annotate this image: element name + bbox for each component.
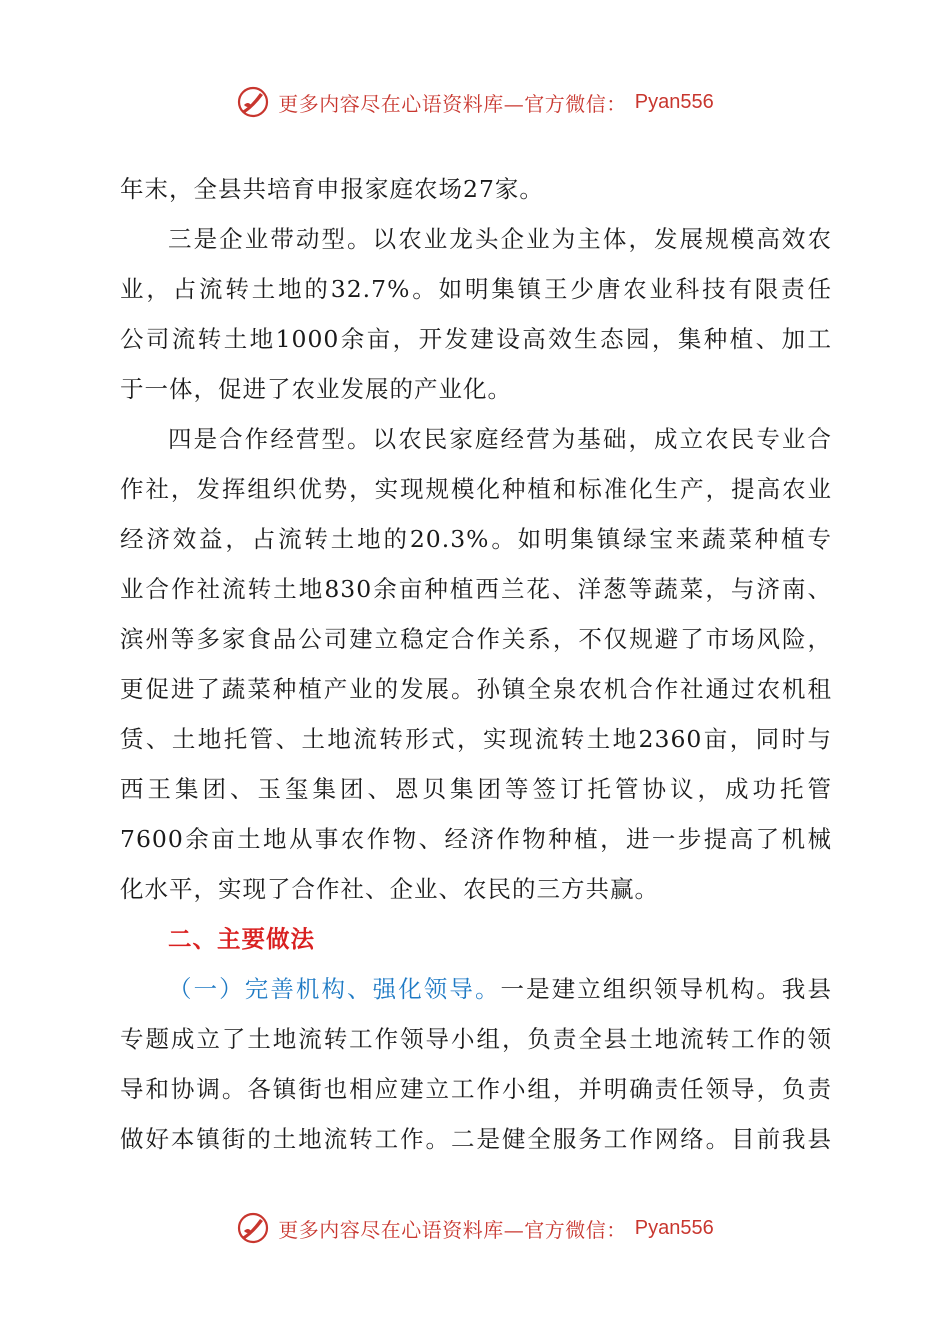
sub-heading-line — [120, 964, 832, 1014]
text-line-6: 四是合作经营型。以农民家庭经营为基础，成立农民专业合 — [168, 425, 832, 453]
text-line-18: 导和协调。各镇街也相应建立工作小组，并明确责任领导，负责 — [120, 1075, 832, 1103]
text-line-3: 业，占流转土地的32.7%。如明集镇王少唐农业科技有限责任 — [120, 275, 832, 303]
text-line-5: 于一体，促进了农业发展的产业化。 — [120, 375, 512, 403]
watermark-banner-top — [0, 82, 950, 122]
section-heading: 二、主要做法 — [168, 925, 315, 953]
text-line-7: 作社，发挥组织优势，实现规模化种植和标准化生产，提高农业 — [120, 475, 832, 503]
pen-logo-icon — [236, 85, 270, 119]
banner-wechat-id: Pyan556 — [634, 1216, 714, 1239]
text-line-8: 经济效益，占流转土地的20.3%。如明集镇绿宝来蔬菜种植专 — [120, 525, 832, 553]
text-line-10: 滨州等多家食品公司建立稳定合作关系，不仅规避了市场风险， — [120, 625, 832, 653]
text-line-19: 做好本镇街的土地流转工作。二是健全服务工作网络。目前我县 — [120, 1125, 832, 1153]
text-line-9: 业合作社流转土地830余亩种植西兰花、洋葱等蔬菜，与济南、 — [120, 575, 832, 603]
text-line-1: 年末，全县共培育申报家庭农场27家。 — [120, 175, 544, 203]
text-line-14: 7600余亩土地从事农作物、经济作物种植，进一步提高了机械 — [120, 825, 832, 853]
text-line-13: 西王集团、玉玺集团、恩贝集团等签订托管协议，成功托管 — [120, 775, 832, 803]
text-line-17: 专题成立了土地流转工作领导小组，负责全县土地流转工作的领 — [120, 1025, 832, 1053]
document-body — [120, 164, 832, 1164]
text-line-2: 三是企业带动型。以农业龙头企业为主体，发展规模高效农 — [168, 225, 832, 253]
sub-heading-line-rest: 一是建立组织领导机构。我县 — [500, 975, 833, 1003]
sub-heading: （一）完善机构、强化领导。 — [168, 975, 501, 1003]
text-line-12: 赁、土地托管、土地流转形式，实现流转土地2360亩，同时与 — [120, 725, 832, 753]
banner-text: 更多内容尽在心语资料库—官方微信： — [278, 1217, 627, 1242]
text-line-11: 更促进了蔬菜种植产业的发展。孙镇全泉农机合作社通过农机租 — [120, 675, 832, 703]
text-line-15: 化水平，实现了合作社、企业、农民的三方共赢。 — [120, 875, 659, 903]
watermark-banner-bottom — [0, 1208, 950, 1248]
text-line-4: 公司流转土地1000余亩，开发建设高效生态园，集种植、加工 — [120, 325, 832, 353]
banner-wechat-id: Pyan556 — [634, 90, 714, 113]
banner-text: 更多内容尽在心语资料库—官方微信： — [278, 91, 627, 116]
pen-logo-icon — [236, 1211, 270, 1245]
